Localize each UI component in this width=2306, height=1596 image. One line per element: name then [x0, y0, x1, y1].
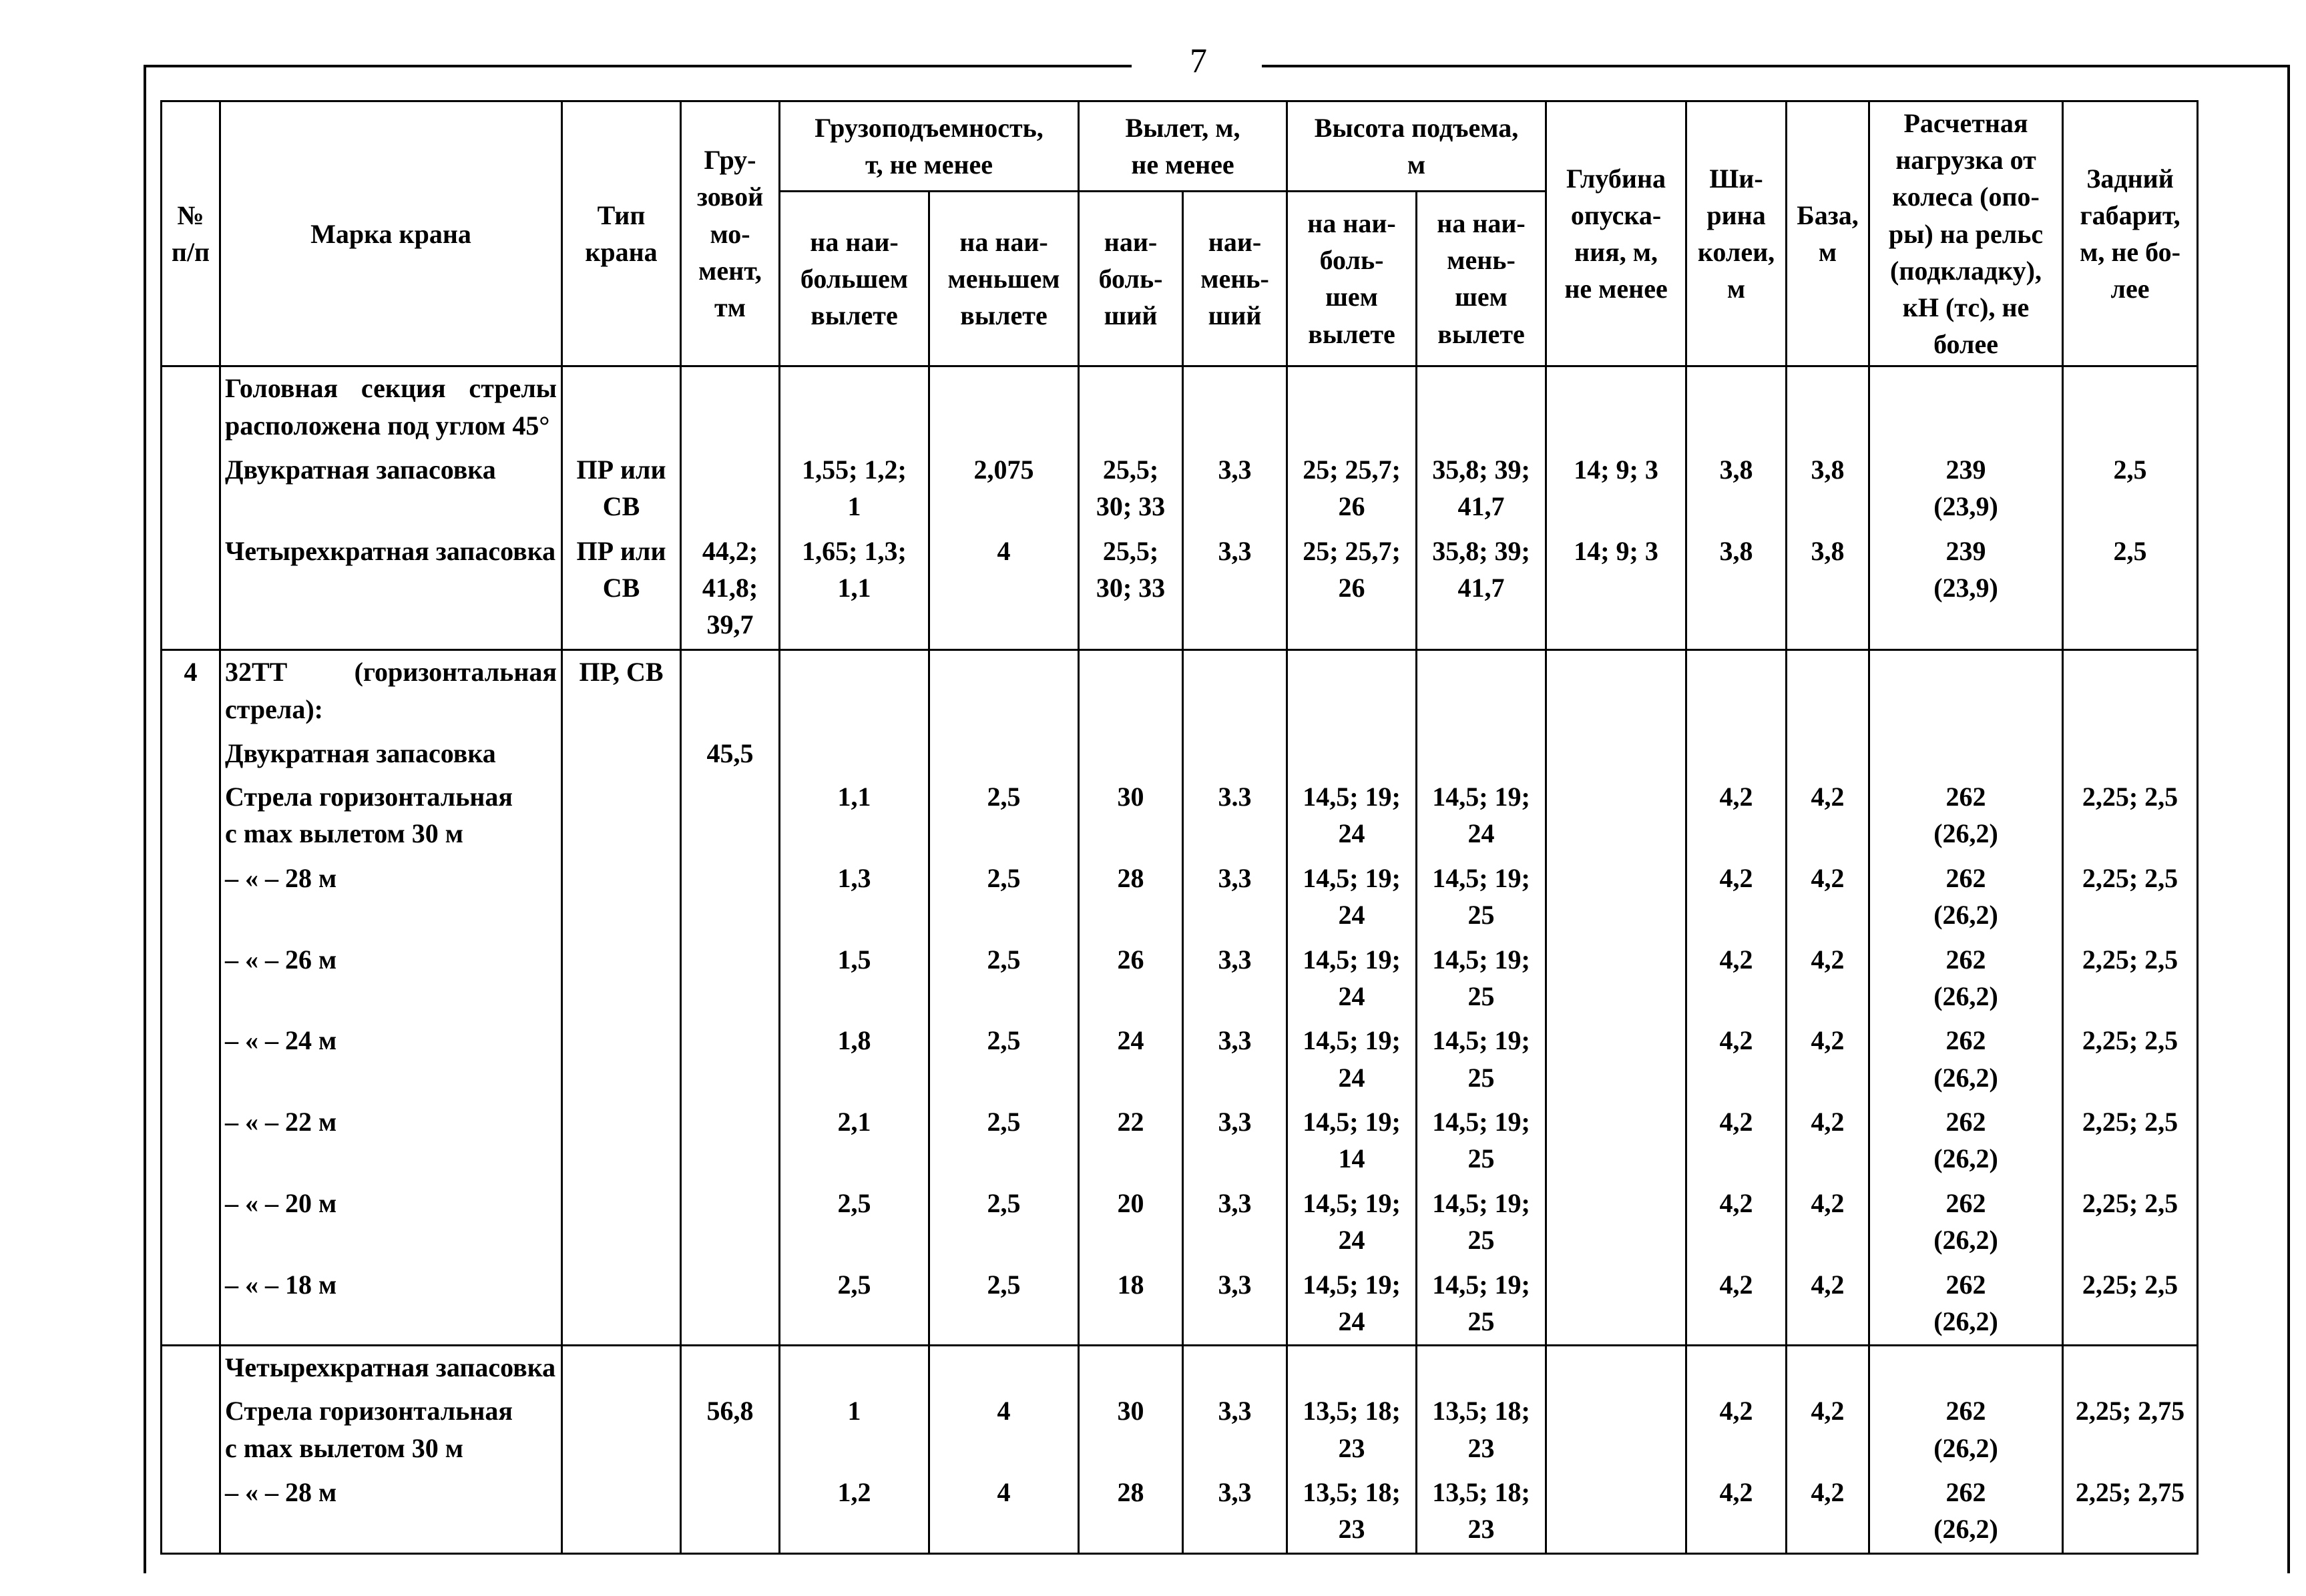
cell-depth [1546, 939, 1686, 1020]
table-row [162, 1390, 2198, 1471]
cell-mark: Четырехкратная запасовка [220, 1346, 562, 1390]
cell-gauge: 4,2 [1686, 776, 1787, 857]
header-height: Высота подъема, м [1287, 101, 1546, 192]
cell-depth [1546, 1390, 1686, 1471]
header-depth: Глубина опуска- ния, м, не менее [1546, 101, 1686, 366]
cell-cap-min: 2,5 [929, 857, 1079, 939]
cell-cap-max: 1 [780, 1390, 929, 1471]
cell-depth [1546, 776, 1686, 857]
cell-mark: – « – 24 м [220, 1019, 562, 1101]
cell-cap-max: 1,55; 1,2; 1 [780, 449, 929, 530]
cell-h-min: 35,8; 39; 41,7 [1417, 449, 1546, 530]
cell-mark: Четырехкратная запасовка [220, 530, 562, 650]
cell-reach-max: 26 [1079, 939, 1183, 1020]
header-gauge: Ши- рина колеи, м [1686, 101, 1787, 366]
cell-base [1787, 732, 1869, 776]
cell-h-min: 14,5; 19; 25 [1417, 857, 1546, 939]
cell-reach-min [1183, 732, 1287, 776]
cell-h-max: 25; 25,7; 26 [1287, 530, 1417, 650]
cell-type [562, 939, 681, 1020]
crane-spec-table [160, 100, 2199, 1555]
cell-reach-max: 30 [1079, 1390, 1183, 1471]
cell-base: 4,2 [1787, 939, 1869, 1020]
cell-num [162, 1264, 220, 1346]
cell-num [162, 776, 220, 857]
cell-h-min: 13,5; 18; 23 [1417, 1471, 1546, 1553]
cell-load: 262 (26,2) [1869, 1019, 2063, 1101]
cell-base: 4,2 [1787, 857, 1869, 939]
cell-load: 262 (26,2) [1869, 776, 2063, 857]
cell-cap-max: 2,5 [780, 1264, 929, 1346]
header-base: База, м [1787, 101, 1869, 366]
cell-cap-min [929, 1346, 1079, 1390]
cell-h-max: 14,5; 19; 14 [1287, 1101, 1417, 1182]
cell-load: 262 (26,2) [1869, 1182, 2063, 1264]
table-row [162, 857, 2198, 939]
cell-cap-max: 1,8 [780, 1019, 929, 1101]
table-body [162, 366, 2198, 1554]
cell-type [562, 732, 681, 776]
cell-gauge: 4,2 [1686, 1390, 1787, 1471]
cell-h-max [1287, 1346, 1417, 1390]
cell-cap-min: 4 [929, 1471, 1079, 1553]
cell-h-max: 14,5; 19; 24 [1287, 1264, 1417, 1346]
cell-mark: 32ТТ (горизонтальная стрела): [220, 650, 562, 732]
cell-gauge [1686, 1346, 1787, 1390]
cell-reach-max: 28 [1079, 1471, 1183, 1553]
frame-top-left-line [144, 65, 1132, 67]
cell-load [1869, 366, 2063, 449]
cell-h-max [1287, 366, 1417, 449]
cell-type [562, 1346, 681, 1390]
cell-cap-min [929, 650, 1079, 732]
cell-h-min: 14,5; 19; 25 [1417, 1264, 1546, 1346]
cell-load: 262 (26,2) [1869, 1471, 2063, 1553]
cell-reach-max: 28 [1079, 857, 1183, 939]
cell-h-min: 14,5; 19; 25 [1417, 1101, 1546, 1182]
cell-gauge: 4,2 [1686, 1182, 1787, 1264]
cell-cap-max: 2,1 [780, 1101, 929, 1182]
table-row [162, 366, 2198, 449]
cell-reach-max [1079, 732, 1183, 776]
cell-h-min [1417, 732, 1546, 776]
header-num: № п/п [162, 101, 220, 366]
cell-base: 4,2 [1787, 1471, 1869, 1553]
cell-depth [1546, 1471, 1686, 1553]
header-reach-min: наи- мень- ший [1183, 191, 1287, 366]
cell-cap-max: 1,65; 1,3; 1,1 [780, 530, 929, 650]
cell-cap-min: 2,5 [929, 1019, 1079, 1101]
frame-right-line [2287, 65, 2290, 1573]
cell-moment [681, 366, 780, 449]
cell-moment [681, 939, 780, 1020]
cell-reach-max: 22 [1079, 1101, 1183, 1182]
cell-h-min [1417, 366, 1546, 449]
cell-base: 4,2 [1787, 776, 1869, 857]
cell-h-max: 13,5; 18; 23 [1287, 1390, 1417, 1471]
cell-mark: Двукратная запасовка [220, 732, 562, 776]
cell-cap-max [780, 732, 929, 776]
cell-reach-min: 3.3 [1183, 776, 1287, 857]
cell-reach-min: 3,3 [1183, 1471, 1287, 1553]
cell-base: 4,2 [1787, 1182, 1869, 1264]
cell-reach-min [1183, 650, 1287, 732]
cell-base: 4,2 [1787, 1390, 1869, 1471]
cell-base [1787, 366, 1869, 449]
cell-mark: Стрела горизонтальная с max вылетом 30 м [220, 776, 562, 857]
cell-num [162, 1182, 220, 1264]
cell-reach-min: 3,3 [1183, 449, 1287, 530]
table-row [162, 732, 2198, 776]
cell-h-min: 35,8; 39; 41,7 [1417, 530, 1546, 650]
cell-mark: – « – 18 м [220, 1264, 562, 1346]
cell-reach-max [1079, 650, 1183, 732]
cell-cap-min: 2,5 [929, 1182, 1079, 1264]
header-height-min: на наи- мень- шем вылете [1417, 191, 1546, 366]
cell-depth [1546, 1101, 1686, 1182]
table-row [162, 1101, 2198, 1182]
cell-rear: 2,25; 2,5 [2063, 1019, 2198, 1101]
cell-gauge: 4,2 [1686, 1471, 1787, 1553]
cell-load: 262 (26,2) [1869, 939, 2063, 1020]
cell-rear: 2,5 [2063, 449, 2198, 530]
cell-moment [681, 776, 780, 857]
cell-rear: 2,25; 2,5 [2063, 939, 2198, 1020]
cell-gauge [1686, 732, 1787, 776]
cell-rear [2063, 650, 2198, 732]
cell-rear: 2,25; 2,75 [2063, 1390, 2198, 1471]
cell-mark: – « – 28 м [220, 1471, 562, 1553]
cell-type [562, 1019, 681, 1101]
cell-load [1869, 1346, 2063, 1390]
cell-mark: Стрела горизонтальная с max вылетом 30 м [220, 1390, 562, 1471]
cell-num [162, 939, 220, 1020]
cell-num [162, 1101, 220, 1182]
cell-depth [1546, 1264, 1686, 1346]
table-row [162, 650, 2198, 732]
cell-cap-max [780, 1346, 929, 1390]
cell-load: 262 (26,2) [1869, 1390, 2063, 1471]
table-row [162, 1019, 2198, 1101]
cell-depth: 14; 9; 3 [1546, 449, 1686, 530]
cell-mark: – « – 28 м [220, 857, 562, 939]
cell-base [1787, 1346, 1869, 1390]
cell-moment [681, 650, 780, 732]
cell-reach-max: 24 [1079, 1019, 1183, 1101]
cell-h-max [1287, 650, 1417, 732]
cell-moment [681, 1471, 780, 1553]
cell-gauge: 4,2 [1686, 1101, 1787, 1182]
cell-reach-min: 3,3 [1183, 939, 1287, 1020]
header-capacity-max: на наи- большем вылете [780, 191, 929, 366]
cell-num [162, 366, 220, 449]
cell-gauge: 3,8 [1686, 449, 1787, 530]
cell-moment [681, 1101, 780, 1182]
cell-type [562, 1182, 681, 1264]
header-moment: Гру- зовой мо- мент, тм [681, 101, 780, 366]
cell-load [1869, 732, 2063, 776]
cell-moment [681, 1264, 780, 1346]
cell-mark: – « – 26 м [220, 939, 562, 1020]
cell-cap-max: 1,2 [780, 1471, 929, 1553]
header-height-max: на наи- боль- шем вылете [1287, 191, 1417, 366]
cell-reach-min: 3,3 [1183, 1019, 1287, 1101]
cell-gauge: 4,2 [1686, 1019, 1787, 1101]
cell-rear: 2,5 [2063, 530, 2198, 650]
cell-rear [2063, 1346, 2198, 1390]
header-rear: Задний габарит, м, не бо- лее [2063, 101, 2198, 366]
cell-h-max: 13,5; 18; 23 [1287, 1471, 1417, 1553]
cell-cap-min: 2,5 [929, 1264, 1079, 1346]
cell-rear: 2,25; 2,5 [2063, 1264, 2198, 1346]
cell-h-max: 14,5; 19; 24 [1287, 857, 1417, 939]
cell-num [162, 1019, 220, 1101]
table-row [162, 1346, 2198, 1390]
cell-moment: 56,8 [681, 1390, 780, 1471]
cell-rear [2063, 366, 2198, 449]
cell-depth [1546, 366, 1686, 449]
table-row [162, 776, 2198, 857]
cell-depth [1546, 1182, 1686, 1264]
cell-moment [681, 1182, 780, 1264]
cell-type: ПР, СВ [562, 650, 681, 732]
cell-reach-max: 20 [1079, 1182, 1183, 1264]
cell-reach-min: 3,3 [1183, 1264, 1287, 1346]
cell-type [562, 1101, 681, 1182]
cell-load [1869, 650, 2063, 732]
header-capacity: Грузоподъемность, т, не менее [780, 101, 1079, 192]
cell-h-min: 14,5; 19; 25 [1417, 939, 1546, 1020]
header-type: Тип крана [562, 101, 681, 366]
cell-reach-max: 25,5; 30; 33 [1079, 530, 1183, 650]
cell-cap-min: 2,075 [929, 449, 1079, 530]
cell-depth: 14; 9; 3 [1546, 530, 1686, 650]
cell-cap-max [780, 366, 929, 449]
cell-h-max: 25; 25,7; 26 [1287, 449, 1417, 530]
cell-rear: 2,25; 2,75 [2063, 1471, 2198, 1553]
cell-depth [1546, 857, 1686, 939]
cell-gauge: 3,8 [1686, 530, 1787, 650]
cell-rear: 2,25; 2,5 [2063, 857, 2198, 939]
header-capacity-min: на наи- меньшем вылете [929, 191, 1079, 366]
cell-moment: 45,5 [681, 732, 780, 776]
cell-depth [1546, 732, 1686, 776]
cell-gauge [1686, 366, 1787, 449]
cell-h-min: 14,5; 19; 25 [1417, 1019, 1546, 1101]
cell-mark: – « – 22 м [220, 1101, 562, 1182]
cell-cap-min: 4 [929, 530, 1079, 650]
cell-gauge: 4,2 [1686, 1264, 1787, 1346]
cell-load: 262 (26,2) [1869, 857, 2063, 939]
cell-type [562, 1471, 681, 1553]
cell-load: 262 (26,2) [1869, 1264, 2063, 1346]
cell-h-min [1417, 650, 1546, 732]
cell-base: 4,2 [1787, 1264, 1869, 1346]
cell-num [162, 449, 220, 530]
cell-reach-min: 3,3 [1183, 857, 1287, 939]
cell-num [162, 1471, 220, 1553]
cell-base: 3,8 [1787, 530, 1869, 650]
cell-type [562, 857, 681, 939]
cell-cap-max: 1,3 [780, 857, 929, 939]
cell-num [162, 1390, 220, 1471]
cell-reach-min: 3,3 [1183, 1101, 1287, 1182]
cell-type [562, 1264, 681, 1346]
cell-depth [1546, 650, 1686, 732]
cell-h-max [1287, 732, 1417, 776]
cell-load: 262 (26,2) [1869, 1101, 2063, 1182]
cell-num: 4 [162, 650, 220, 732]
cell-cap-max: 2,5 [780, 1182, 929, 1264]
cell-h-min: 13,5; 18; 23 [1417, 1390, 1546, 1471]
header-mark: Марка крана [220, 101, 562, 366]
header-reach-max: наи- боль- ший [1079, 191, 1183, 366]
cell-reach-min [1183, 1346, 1287, 1390]
cell-h-min [1417, 1346, 1546, 1390]
cell-cap-min: 4 [929, 1390, 1079, 1471]
cell-depth [1546, 1346, 1686, 1390]
cell-moment [681, 857, 780, 939]
cell-base: 4,2 [1787, 1101, 1869, 1182]
cell-rear: 2,25; 2,5 [2063, 776, 2198, 857]
cell-reach-max: 30 [1079, 776, 1183, 857]
cell-num [162, 732, 220, 776]
cell-cap-min [929, 366, 1079, 449]
cell-cap-max [780, 650, 929, 732]
cell-h-max: 14,5; 19; 24 [1287, 776, 1417, 857]
cell-rear [2063, 732, 2198, 776]
cell-reach-max: 25,5; 30; 33 [1079, 449, 1183, 530]
table-row [162, 530, 2198, 650]
cell-moment: 44,2; 41,8; 39,7 [681, 530, 780, 650]
cell-reach-min: 3,3 [1183, 1182, 1287, 1264]
cell-mark: Двукратная запасовка [220, 449, 562, 530]
cell-type [562, 366, 681, 449]
cell-num [162, 1346, 220, 1390]
cell-reach-min [1183, 366, 1287, 449]
cell-num [162, 530, 220, 650]
cell-num [162, 857, 220, 939]
table-row [162, 939, 2198, 1020]
header-reach: Вылет, м, не менее [1079, 101, 1287, 192]
cell-type: ПР или СВ [562, 530, 681, 650]
table-row [162, 1182, 2198, 1264]
cell-type: ПР или СВ [562, 449, 681, 530]
cell-cap-max: 1,1 [780, 776, 929, 857]
cell-reach-max: 18 [1079, 1264, 1183, 1346]
cell-h-max: 14,5; 19; 24 [1287, 1182, 1417, 1264]
header-load: Расчетная нагрузка от колеса (опо- ры) на рельс (подкладку), кН (тс), не более [1869, 101, 2063, 366]
cell-base: 3,8 [1787, 449, 1869, 530]
table-row [162, 1264, 2198, 1346]
cell-mark: Головная секция стрелы расположена под углом 45° [220, 366, 562, 449]
cell-gauge [1686, 650, 1787, 732]
cell-base: 4,2 [1787, 1019, 1869, 1101]
frame-left-line [144, 65, 146, 1573]
cell-gauge: 4,2 [1686, 939, 1787, 1020]
cell-cap-min [929, 732, 1079, 776]
cell-rear: 2,25; 2,5 [2063, 1182, 2198, 1264]
cell-reach-min: 3,3 [1183, 530, 1287, 650]
cell-cap-max: 1,5 [780, 939, 929, 1020]
cell-h-min: 14,5; 19; 24 [1417, 776, 1546, 857]
frame-top-right-line [1262, 65, 2290, 67]
page-number: 7 [1190, 42, 1207, 80]
cell-reach-max [1079, 366, 1183, 449]
cell-gauge: 4,2 [1686, 857, 1787, 939]
cell-moment [681, 449, 780, 530]
cell-h-max: 14,5; 19; 24 [1287, 939, 1417, 1020]
cell-base [1787, 650, 1869, 732]
cell-moment [681, 1019, 780, 1101]
cell-moment [681, 1346, 780, 1390]
cell-load: 239 (23,9) [1869, 530, 2063, 650]
cell-load: 239 (23,9) [1869, 449, 2063, 530]
cell-cap-min: 2,5 [929, 776, 1079, 857]
cell-h-max: 14,5; 19; 24 [1287, 1019, 1417, 1101]
cell-type [562, 776, 681, 857]
cell-cap-min: 2,5 [929, 939, 1079, 1020]
table-row [162, 1471, 2198, 1553]
cell-depth [1546, 1019, 1686, 1101]
cell-mark: – « – 20 м [220, 1182, 562, 1264]
cell-h-min: 14,5; 19; 25 [1417, 1182, 1546, 1264]
cell-cap-min: 2,5 [929, 1101, 1079, 1182]
cell-reach-min: 3,3 [1183, 1390, 1287, 1471]
table-row [162, 449, 2198, 530]
cell-type [562, 1390, 681, 1471]
cell-reach-max [1079, 1346, 1183, 1390]
cell-rear: 2,25; 2,5 [2063, 1101, 2198, 1182]
